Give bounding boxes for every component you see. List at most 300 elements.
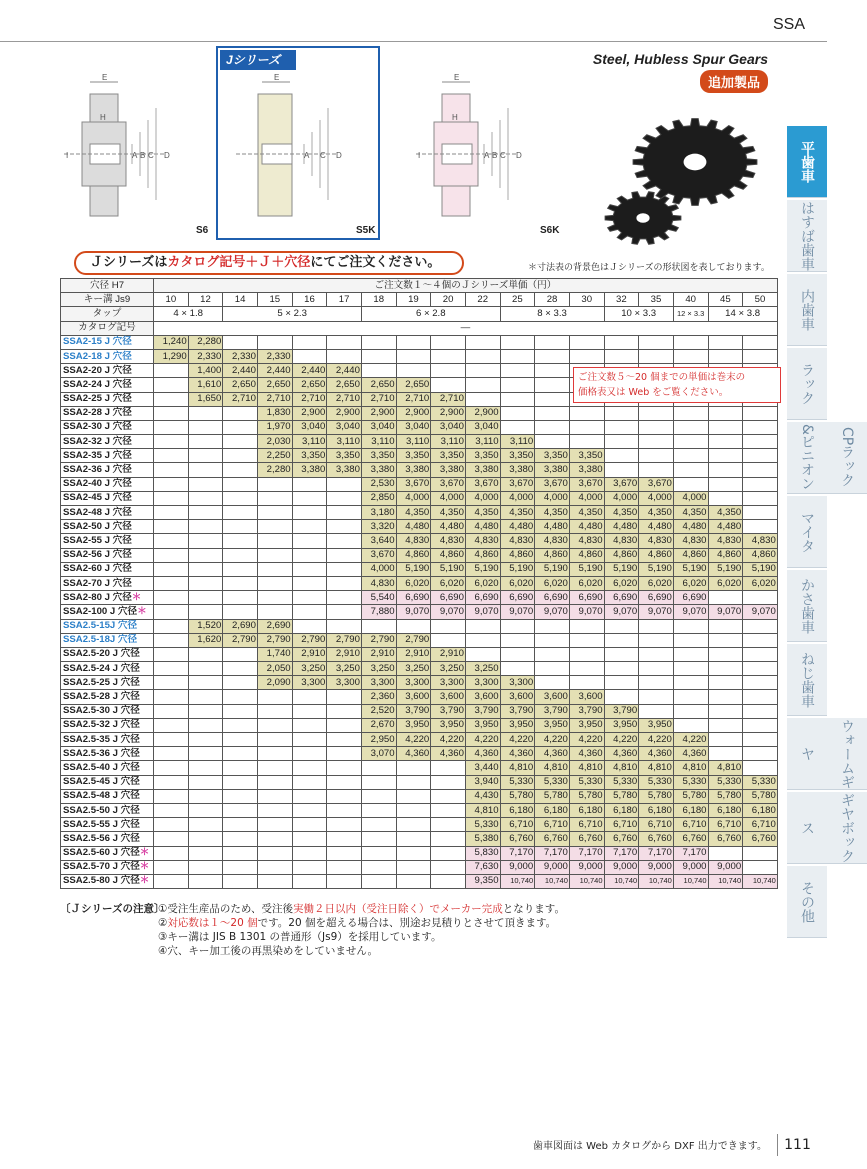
catalog-code-text: SSA2.5-35 J 穴径 <box>63 733 140 745</box>
empty-cell <box>639 704 674 718</box>
price-cell: 2,790 <box>257 633 292 647</box>
empty-cell <box>327 491 362 505</box>
empty-cell <box>327 349 362 363</box>
price-cell: 4,220 <box>465 733 500 747</box>
empty-cell <box>257 562 292 576</box>
price-cell: 4,350 <box>465 506 500 520</box>
price-cell: 5,190 <box>535 562 570 576</box>
catalog-code-text: SSA2-15 J 穴径 <box>63 336 132 348</box>
price-cell: 4,830 <box>465 534 500 548</box>
price-cell: 4,000 <box>396 491 431 505</box>
empty-cell <box>708 449 743 463</box>
price-cell: 4,000 <box>465 491 500 505</box>
price-cell: 3,300 <box>292 676 327 690</box>
empty-cell <box>223 803 258 817</box>
empty-cell <box>188 406 223 420</box>
empty-cell <box>569 647 604 661</box>
dim-letter-c: C <box>320 151 326 160</box>
empty-cell <box>431 846 466 860</box>
price-cell: 6,020 <box>500 576 535 590</box>
table-row <box>61 591 778 605</box>
price-cell: 2,910 <box>431 647 466 661</box>
empty-cell <box>154 520 189 534</box>
price-cell: 4,480 <box>673 520 708 534</box>
empty-cell <box>743 647 778 661</box>
price-cell: 6,020 <box>535 576 570 590</box>
empty-cell <box>223 520 258 534</box>
catalog-code-text: SSA2.5-55 J 穴径 <box>63 818 140 830</box>
price-cell: 3,600 <box>500 690 535 704</box>
price-cell: 9,000 <box>708 860 743 874</box>
price-cell: 4,830 <box>361 576 396 590</box>
empty-cell <box>361 803 396 817</box>
price-cell: 4,480 <box>396 520 431 534</box>
empty-cell <box>327 761 362 775</box>
empty-cell <box>188 506 223 520</box>
price-cell: 4,810 <box>535 761 570 775</box>
catalog-code-text: SSA2-20 J 穴径 <box>63 364 132 376</box>
price-cell: 1,610 <box>188 378 223 392</box>
empty-cell <box>569 349 604 363</box>
price-cell: 4,000 <box>569 491 604 505</box>
empty-cell <box>223 506 258 520</box>
shape-diagram-s6k <box>412 74 542 236</box>
price-cell: 5,780 <box>535 789 570 803</box>
price-cell: 2,440 <box>257 364 292 378</box>
side-tab-4[interactable]: CPラック&ピニオン <box>787 422 867 494</box>
empty-cell <box>257 491 292 505</box>
dim-letter-e: E <box>102 73 108 82</box>
price-cell: 4,830 <box>673 534 708 548</box>
side-tabs <box>787 126 855 940</box>
empty-cell <box>569 633 604 647</box>
note-item <box>158 944 718 958</box>
price-cell: 4,220 <box>639 733 674 747</box>
empty-cell <box>292 747 327 761</box>
price-cell: 3,790 <box>535 704 570 718</box>
empty-cell <box>569 676 604 690</box>
empty-cell <box>257 704 292 718</box>
keyway-size: 12 × 3.3 <box>673 307 708 321</box>
catalog-code-text: SSA2.5-25 J 穴径 <box>63 676 140 688</box>
price-cell: 2,650 <box>361 378 396 392</box>
price-cell: 6,690 <box>535 591 570 605</box>
empty-cell <box>188 662 223 676</box>
header-row-catalog <box>61 321 778 335</box>
price-cell: 4,810 <box>604 761 639 775</box>
dim-letter-a: A <box>304 151 310 160</box>
empty-cell <box>154 761 189 775</box>
empty-cell <box>535 676 570 690</box>
price-cell: 9,000 <box>500 860 535 874</box>
empty-cell <box>327 803 362 817</box>
empty-cell <box>292 591 327 605</box>
empty-cell <box>396 818 431 832</box>
side-tab-2[interactable]: 内歯車 <box>787 274 827 346</box>
price-cell: 9,070 <box>431 605 466 619</box>
price-cell: 6,180 <box>604 803 639 817</box>
empty-cell <box>327 562 362 576</box>
catalog-code <box>61 860 154 874</box>
price-cell: 3,300 <box>465 676 500 690</box>
price-cell: 6,020 <box>465 576 500 590</box>
empty-cell <box>257 335 292 349</box>
catalog-code-text: SSA2.5-40 J 穴径 <box>63 761 140 773</box>
star-mark: ＊ <box>139 847 150 859</box>
empty-cell <box>431 818 466 832</box>
catalog-code <box>61 520 154 534</box>
empty-cell <box>743 690 778 704</box>
price-cell: 4,810 <box>708 761 743 775</box>
side-tab-1[interactable]: はすば歯車 <box>787 200 827 272</box>
empty-cell <box>673 690 708 704</box>
background-color-note: ＊寸法表の背景色はＪシリーズの形状図を表しております。 <box>528 263 770 273</box>
price-cell: 3,040 <box>361 420 396 434</box>
empty-cell <box>361 860 396 874</box>
table-row <box>61 662 778 676</box>
order-note-prefix: Ｊシリーズは <box>90 255 168 270</box>
empty-cell <box>639 463 674 477</box>
catalog-code <box>61 420 154 434</box>
empty-cell <box>431 803 466 817</box>
empty-cell <box>292 761 327 775</box>
catalog-code <box>61 662 154 676</box>
price-cell: 10,740 <box>569 874 604 888</box>
price-cell: 2,330 <box>257 349 292 363</box>
empty-cell <box>500 647 535 661</box>
empty-cell <box>743 676 778 690</box>
empty-cell <box>223 818 258 832</box>
catalog-code-text: SSA2-100 J 穴径 <box>63 605 138 617</box>
catalog-code-text: SSA2.5-24 J 穴径 <box>63 662 140 674</box>
empty-cell <box>154 605 189 619</box>
price-cell: 3,950 <box>500 718 535 732</box>
price-cell: 4,360 <box>673 747 708 761</box>
catalog-code <box>61 874 154 888</box>
price-cell: 4,860 <box>431 548 466 562</box>
price-cell: 3,180 <box>361 506 396 520</box>
price-cell: 1,240 <box>154 335 189 349</box>
catalog-code-text: SSA2-45 J 穴径 <box>63 492 132 504</box>
empty-cell <box>500 662 535 676</box>
empty-cell <box>188 747 223 761</box>
price-title: ご注文数１～４個のＪシリーズ単価（円） <box>154 279 778 293</box>
price-cell: 6,760 <box>500 832 535 846</box>
table-row <box>61 562 778 576</box>
catalog-code <box>61 676 154 690</box>
callout-line-2: 価格表又は Web をご覧ください。 <box>578 387 729 398</box>
price-cell: 3,670 <box>639 477 674 491</box>
price-cell: 4,860 <box>396 548 431 562</box>
empty-cell <box>535 349 570 363</box>
price-cell: 5,780 <box>708 789 743 803</box>
keyway-size: 14 × 3.8 <box>708 307 777 321</box>
empty-cell <box>743 449 778 463</box>
empty-cell <box>154 775 189 789</box>
price-cell: 5,190 <box>500 562 535 576</box>
note-pre: ④穴、キー加工後の再黒染めをしていません。 <box>158 945 379 957</box>
empty-cell <box>223 420 258 434</box>
price-cell: 9,070 <box>743 605 778 619</box>
empty-cell <box>639 420 674 434</box>
price-cell: 2,710 <box>257 392 292 406</box>
price-cell: 6,690 <box>569 591 604 605</box>
empty-cell <box>604 633 639 647</box>
empty-cell <box>188 647 223 661</box>
price-cell: 3,670 <box>604 477 639 491</box>
empty-cell <box>708 406 743 420</box>
keyway-size: 8 × 3.3 <box>500 307 604 321</box>
price-cell: 6,710 <box>639 818 674 832</box>
price-cell: 4,000 <box>604 491 639 505</box>
empty-cell <box>188 477 223 491</box>
price-cell: 6,710 <box>500 818 535 832</box>
price-cell: 3,380 <box>327 463 362 477</box>
empty-cell <box>708 463 743 477</box>
empty-cell <box>292 846 327 860</box>
empty-cell <box>465 647 500 661</box>
price-cell: 4,480 <box>535 520 570 534</box>
price-cell: 9,070 <box>673 605 708 619</box>
empty-cell <box>743 704 778 718</box>
empty-cell <box>188 605 223 619</box>
price-cell: 5,780 <box>500 789 535 803</box>
price-cell: 2,280 <box>188 335 223 349</box>
side-tab-3[interactable]: ラック <box>787 348 827 420</box>
empty-cell <box>396 619 431 633</box>
note-pre: ①受注生産品のため、受注後 <box>158 903 293 915</box>
empty-cell <box>188 548 223 562</box>
price-cell: 1,290 <box>154 349 189 363</box>
empty-cell <box>327 818 362 832</box>
price-cell: 6,020 <box>431 576 466 590</box>
hole-size: 25 <box>500 293 535 307</box>
price-cell: 9,070 <box>604 605 639 619</box>
catalog-code <box>61 449 154 463</box>
catalog-code <box>61 392 154 406</box>
quantity-callout <box>573 367 781 403</box>
empty-cell <box>154 491 189 505</box>
empty-cell <box>223 718 258 732</box>
price-cell: 4,220 <box>604 733 639 747</box>
j-series-badge: Jシリーズ <box>220 50 296 70</box>
price-cell: 2,790 <box>361 633 396 647</box>
empty-cell <box>708 733 743 747</box>
side-tab-0[interactable]: 平歯車 <box>787 126 827 198</box>
empty-cell <box>327 619 362 633</box>
table-row <box>61 534 778 548</box>
table-row <box>61 491 778 505</box>
empty-cell <box>673 349 708 363</box>
empty-cell <box>743 718 778 732</box>
note-red: 対応数は１～20 個 <box>167 917 258 929</box>
table-row <box>61 789 778 803</box>
price-cell: 5,780 <box>743 789 778 803</box>
empty-cell <box>535 406 570 420</box>
price-cell: 2,530 <box>361 477 396 491</box>
price-cell: 4,830 <box>569 534 604 548</box>
empty-cell <box>327 548 362 562</box>
price-cell: 3,790 <box>396 704 431 718</box>
empty-cell <box>154 619 189 633</box>
empty-cell <box>639 406 674 420</box>
price-cell: 2,710 <box>327 392 362 406</box>
catalog-code-text: SSA2.5-20 J 穴径 <box>63 648 140 660</box>
price-cell: 5,190 <box>708 562 743 576</box>
price-cell: 4,480 <box>708 520 743 534</box>
side-tab-10[interactable]: その他 <box>787 866 827 938</box>
price-cell: 4,430 <box>465 789 500 803</box>
empty-cell <box>154 477 189 491</box>
price-cell: 4,830 <box>743 534 778 548</box>
table-row <box>61 860 778 874</box>
empty-cell <box>500 406 535 420</box>
star-mark: ＊ <box>139 875 150 887</box>
empty-cell <box>396 874 431 888</box>
price-cell: 3,380 <box>465 463 500 477</box>
empty-cell <box>535 633 570 647</box>
price-cell: 5,380 <box>465 832 500 846</box>
catalog-code <box>61 364 154 378</box>
table-row <box>61 506 778 520</box>
price-cell: 9,000 <box>673 860 708 874</box>
price-cell: 3,950 <box>465 718 500 732</box>
empty-cell <box>257 520 292 534</box>
side-tab-7[interactable]: ねじ歯車 <box>787 644 827 716</box>
price-cell: 6,690 <box>673 591 708 605</box>
empty-cell <box>223 747 258 761</box>
price-cell: 2,900 <box>396 406 431 420</box>
hole-size: 14 <box>223 293 258 307</box>
empty-cell <box>188 676 223 690</box>
price-cell: 1,520 <box>188 619 223 633</box>
catalog-code <box>61 747 154 761</box>
catalog-code-text: SSA2.5-70 J 穴径 <box>63 861 140 873</box>
price-cell: 5,330 <box>535 775 570 789</box>
empty-cell <box>257 605 292 619</box>
empty-cell <box>431 633 466 647</box>
empty-cell <box>743 477 778 491</box>
price-cell: 10,740 <box>743 874 778 888</box>
empty-cell <box>257 733 292 747</box>
price-cell: 9,070 <box>396 605 431 619</box>
price-cell: 3,790 <box>604 704 639 718</box>
price-cell: 3,300 <box>327 676 362 690</box>
table-row <box>61 832 778 846</box>
table-row <box>61 605 778 619</box>
empty-cell <box>743 662 778 676</box>
catalog-code <box>61 846 154 860</box>
price-cell: 3,110 <box>292 435 327 449</box>
price-cell: 4,360 <box>431 747 466 761</box>
empty-cell <box>708 704 743 718</box>
empty-cell <box>188 463 223 477</box>
catalog-code-text: SSA2.5-60 J 穴径 <box>63 847 140 859</box>
price-cell: 2,710 <box>431 392 466 406</box>
hole-size: 19 <box>396 293 431 307</box>
empty-cell <box>500 349 535 363</box>
empty-cell <box>188 860 223 874</box>
empty-cell <box>154 860 189 874</box>
side-tab-8[interactable]: ウォームギヤ <box>787 718 867 790</box>
price-cell: 1,650 <box>188 392 223 406</box>
price-cell: 2,520 <box>361 704 396 718</box>
price-cell: 3,600 <box>431 690 466 704</box>
shape-diagram-s6 <box>60 74 190 236</box>
price-cell: 6,690 <box>431 591 466 605</box>
price-cell: 5,330 <box>639 775 674 789</box>
table-row <box>61 676 778 690</box>
price-cell: 4,220 <box>431 733 466 747</box>
empty-cell <box>292 832 327 846</box>
empty-cell <box>223 335 258 349</box>
table-row <box>61 733 778 747</box>
empty-cell <box>327 718 362 732</box>
empty-cell <box>223 761 258 775</box>
price-cell: 4,220 <box>396 733 431 747</box>
price-cell: 5,780 <box>604 789 639 803</box>
empty-cell <box>154 846 189 860</box>
empty-cell <box>361 789 396 803</box>
empty-cell <box>154 818 189 832</box>
empty-cell <box>708 690 743 704</box>
catalog-code <box>61 491 154 505</box>
empty-cell <box>154 747 189 761</box>
gear-photo <box>595 100 770 260</box>
empty-cell <box>708 647 743 661</box>
empty-cell <box>154 576 189 590</box>
price-cell: 2,900 <box>292 406 327 420</box>
catalog-code-text: SSA2.5-32 J 穴径 <box>63 719 140 731</box>
empty-cell <box>188 520 223 534</box>
dim-letter-c: C <box>500 151 506 160</box>
price-cell: 2,650 <box>223 378 258 392</box>
price-cell: 3,350 <box>327 449 362 463</box>
empty-cell <box>154 874 189 888</box>
empty-cell <box>465 349 500 363</box>
catalog-code-text: SSA2-50 J 穴径 <box>63 520 132 532</box>
empty-cell <box>465 633 500 647</box>
side-tab-9[interactable]: ギヤボックス <box>787 792 867 864</box>
catalog-code <box>61 619 154 633</box>
empty-cell <box>431 364 466 378</box>
price-cell: 1,970 <box>257 420 292 434</box>
side-tab-6[interactable]: かさ歯車 <box>787 570 827 642</box>
side-tab-5[interactable]: マイタ <box>787 496 827 568</box>
table-row <box>61 704 778 718</box>
empty-cell <box>743 761 778 775</box>
price-cell: 3,670 <box>535 477 570 491</box>
price-cell: 3,110 <box>396 435 431 449</box>
empty-cell <box>223 534 258 548</box>
price-cell: 2,910 <box>361 647 396 661</box>
empty-cell <box>154 733 189 747</box>
price-cell: 2,900 <box>327 406 362 420</box>
table-row <box>61 846 778 860</box>
hole-size: 18 <box>361 293 396 307</box>
empty-cell <box>154 633 189 647</box>
empty-cell <box>188 832 223 846</box>
empty-cell <box>223 605 258 619</box>
price-cell: 3,600 <box>465 690 500 704</box>
price-cell: 3,380 <box>569 463 604 477</box>
table-row <box>61 449 778 463</box>
price-cell: 3,250 <box>396 662 431 676</box>
price-cell: 3,600 <box>569 690 604 704</box>
empty-cell <box>257 576 292 590</box>
price-cell: 3,300 <box>431 676 466 690</box>
empty-cell <box>188 562 223 576</box>
